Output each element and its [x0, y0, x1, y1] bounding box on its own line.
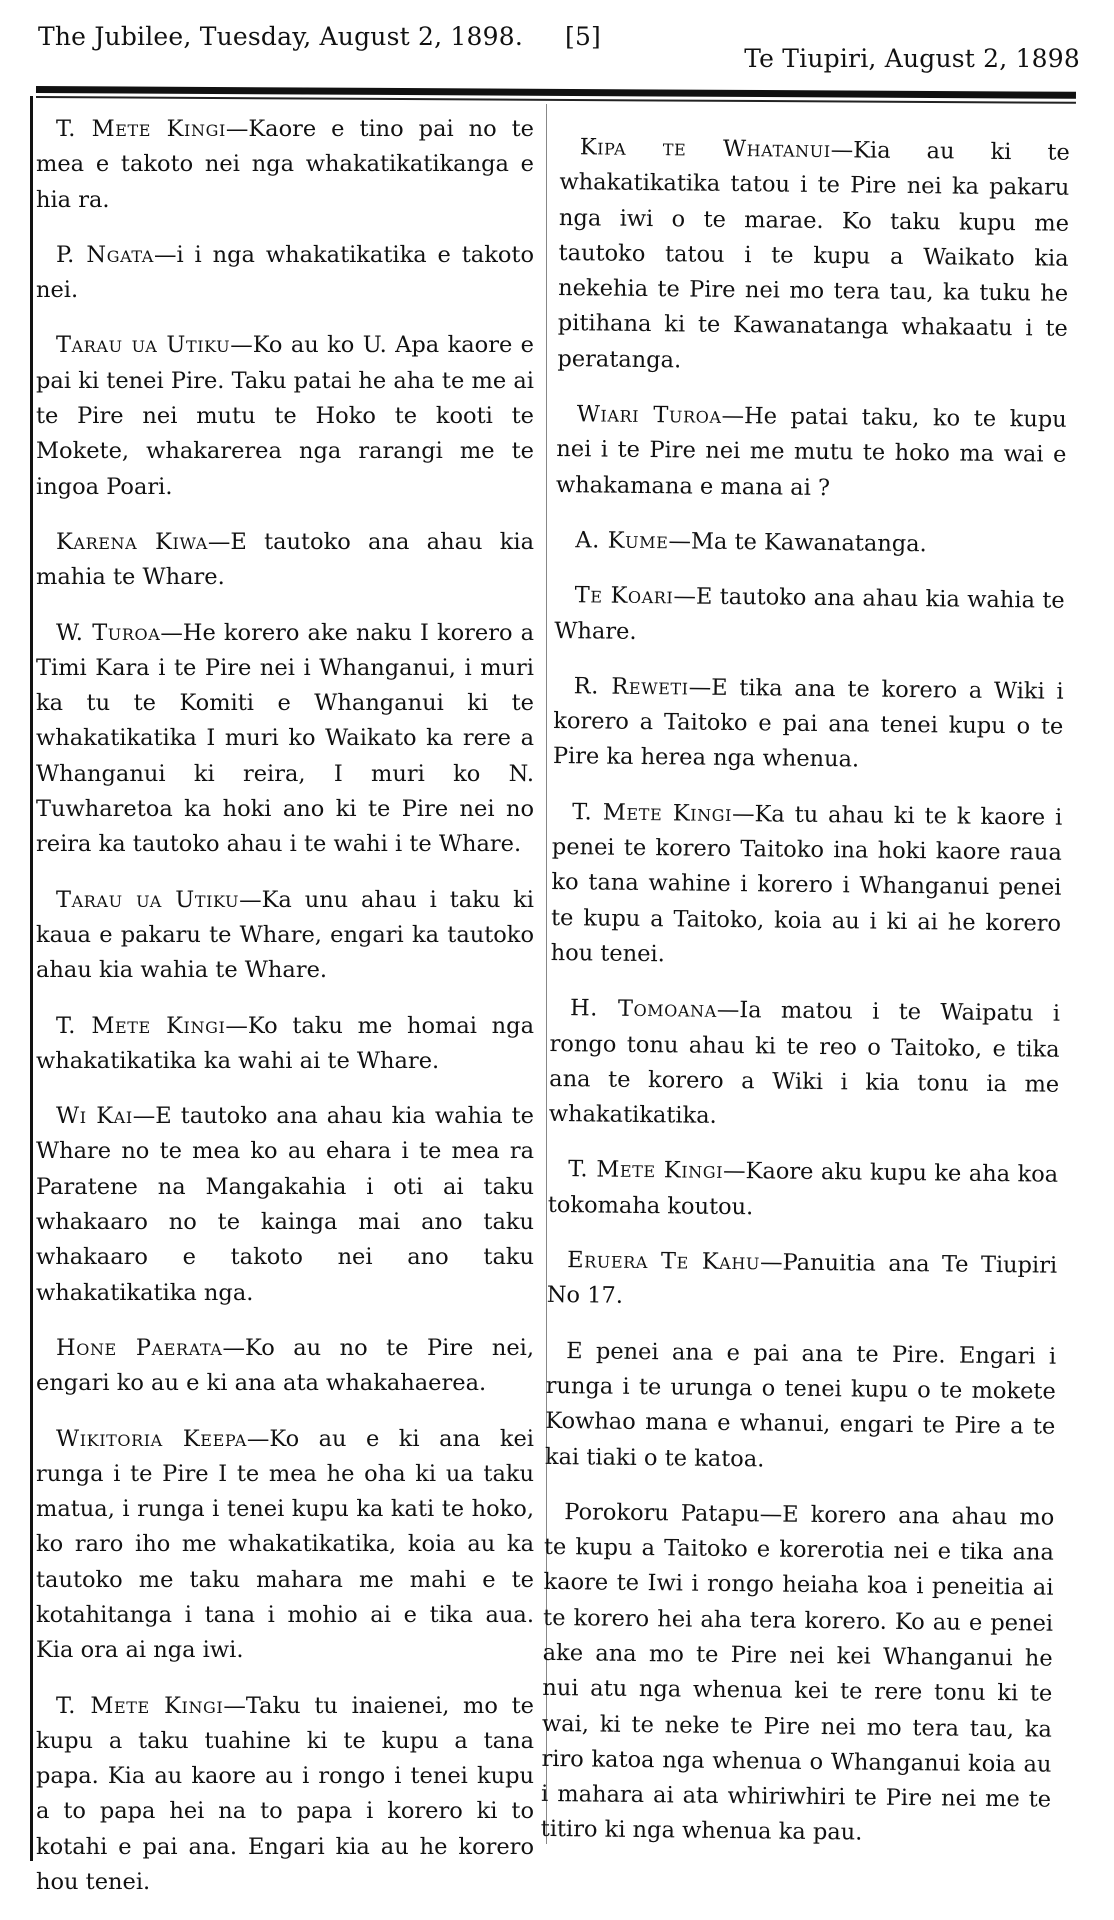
paragraph-text: —Kaore aku kupu ke aha koa tokomaha koutou.	[548, 1158, 1059, 1220]
paragraph-text: —Kaore e tino pai no te mea e takoto nei nga whakatikatikanga e hia ra.	[36, 116, 534, 213]
speaker-name: T. Mete Kingi	[56, 1693, 223, 1719]
paragraph-text: —Ka unu ahau i taku ki kaua e pakaru te Whare, engari ka tautoko ahau kia wahia te Whare.	[36, 887, 534, 984]
paragraph	[547, 1243, 1058, 1319]
paragraph	[541, 1495, 1055, 1854]
paragraph-text: —He patai taku, ko te kupu nei i te Pire nei me mutu te hoko ma wai e whakamana e mana ai ?	[556, 403, 1067, 501]
paragraph-text: —Ko au e ki ana kei runga i te Pire I te mea he oha ki ua taku matua, i runga i tenei kupu ka kati te hoko, ko raro iho me whakatikatika, koia au ka tautoko me taku mahara me mahi e te kotahitanga i tana i mohio ai e tika aua. Kia ora ai nga iwi.	[36, 1426, 534, 1664]
speaker-name: Wikitoria Keepa	[56, 1426, 247, 1452]
paragraph	[36, 1099, 534, 1311]
paragraph	[556, 397, 1067, 509]
paragraph	[36, 1422, 534, 1669]
paragraph	[557, 130, 1070, 383]
paragraph-text: —Ko au no te Pire nei, engari ko au e ki ana ata whakahaerea.	[36, 1335, 534, 1396]
speaker-name: T. Mete Kingi	[56, 116, 226, 142]
paragraph	[555, 523, 1065, 564]
speaker-name: Wi Kai	[56, 1103, 133, 1129]
paragraph	[553, 669, 1064, 781]
speaker-name: T. Mete Kingi	[56, 1013, 225, 1039]
speaker-name: Hone Paerata	[56, 1335, 223, 1361]
paragraph-text: —He korero ake naku I korero a Timi Kara i te Pire nei i Whanganui, i muri ka tu te Komiti e Whanganui ki te whakatikatika I muri ko Waikato ka rere a Whanganui ki reira, I muri ko N. Tuwharetoa ka hoki ano ki te Pire nei no reira ka tautoko ahau i te wahi i te Whare.	[36, 620, 534, 858]
right-column	[540, 130, 1070, 1873]
paragraph-text: —Ma te Kawanatanga.	[668, 528, 927, 557]
paragraph	[36, 1689, 534, 1901]
speaker-name: P. Ngata	[56, 242, 154, 268]
speaker-name: Wiari Turoa	[577, 401, 722, 429]
speaker-name: A. Kume	[575, 527, 668, 554]
paragraph	[36, 238, 534, 309]
paragraph-text: —Ko taku me homai nga whakatikatika ka wahi ai te Whare.	[36, 1013, 534, 1074]
page-number: [5]	[565, 22, 601, 51]
paragraph-text: —E tautoko ana ahau kia wahia te Whare no te mea ko au ehara i te mea ra Paratene na Mangakahia i oti ai taku whakaaro no te kainga mai ano taku whakaaro e takoto nei ano taku whakatikatika nga.	[36, 1103, 534, 1305]
paragraph-text: —i i nga whakatikatika e takoto nei.	[36, 242, 534, 303]
paragraph-text: —Ka tu ahau ki te k kaore i penei te korero Taitoko ina hoki kaore raua ko tana wahine i korero i Whanganui penei te kupu a Taitoko, koia au i ki ai he korero hou tenei.	[551, 801, 1063, 967]
paragraph-text: —Ia matou i te Waipatu i rongo tonu ahau ki te reo o Taitoko, e tika ana te korero a Wiki i kia tonu ia me whakatikatika.	[549, 997, 1060, 1129]
paragraph-text: —Taku tu inaienei, mo te kupu a taku tuahine ki te kupu a tana papa. Kia au kaore au i rongo i tenei kupu a to papa hei na to papa i korero ki to kotahi e pai ana. Engari kia au he korero hou tenei.	[36, 1693, 534, 1895]
speaker-name: Te Koari	[575, 582, 674, 609]
paragraph-text: —E tautoko ana ahau kia mahia te Whare.	[36, 529, 534, 590]
paragraph	[549, 991, 1061, 1138]
speaker-name: T. Mete Kingi	[572, 799, 732, 827]
paragraph	[36, 112, 534, 218]
paragraph	[36, 1331, 534, 1402]
speaker-name: Tarau ua Utiku	[56, 887, 239, 913]
paragraph	[36, 328, 534, 504]
paragraph-text: —E tautoko ana ahau kia wahia te Whare.	[554, 584, 1065, 645]
header-right-title: Te Tiupiri, August 2, 1898	[744, 44, 1080, 73]
paragraph	[548, 1152, 1059, 1228]
paragraph-text: E penei ana e pai ana te Pire. Engari i runga i te urunga o tenei kupu o te mokete Kowhao mana e whanui, engari te Pire a te kai tiaki o te katoa.	[545, 1338, 1056, 1472]
paragraph-text: —Panuitia ana Te Tiupiri No 17.	[547, 1249, 1058, 1309]
paragraph-text: Porokoru Patapu—E korero ana ahau mo te kupu a Taitoko e korerotia nei e tika ana kaore te Iwi i rongo heiaha koa i peneitia ai te korero hei aha tera korero. Ko au e penei ake ana mo te Pire nei kei Whanganui he nui atu nga whenua kei te rere tonu ki te wai, ki te neke te Pire nei mo tera tau, ka riro katoa nga whenua o Whanganui koia au i mahara ai ata whiriwhiri te Pire nei me te titiro ki nga whenua ka pau.	[541, 1499, 1055, 1846]
speaker-name: W. Turoa	[56, 620, 160, 646]
header-left-title: The Jubilee, Tuesday, August 2, 1898.	[38, 22, 523, 51]
speaker-name: H. Tomoana	[570, 995, 717, 1023]
paragraph	[545, 1334, 1057, 1481]
paragraph	[36, 616, 534, 863]
left-column	[36, 112, 534, 1920]
paragraph	[550, 795, 1062, 977]
speaker-name: R. Reweti	[574, 673, 689, 700]
paragraph-text: —Kia au ki te whakatikatika tatou i te Pire nei ka pakaru nga iwi o te marae. Ko taku kupu me tautoko tatou i te kupu a Waikato kia nekehia te Pire nei mo tera tau, ka tuku he pitihana ki te Kawanatanga whakaatu i te peratanga.	[557, 137, 1070, 373]
speaker-name: Kipa te Whatanui	[580, 134, 831, 163]
paragraph	[554, 578, 1065, 654]
speaker-name: Karena Kiwa	[56, 529, 208, 555]
speaker-name: Eruera Te Kahu	[567, 1247, 760, 1275]
paragraph	[36, 883, 534, 989]
speaker-name: Tarau ua Utiku	[56, 332, 230, 358]
speaker-name: T. Mete Kingi	[568, 1157, 723, 1185]
paragraph	[36, 1009, 534, 1080]
paragraph-text: —E tika ana te korero a Wiki i korero a Taitoko e pai ana tenei kupu o te Pire ka herea nga whenua.	[553, 674, 1064, 773]
paragraph-text: —Ko au ko U. Apa kaore e pai ki tenei Pire. Taku patai he aha te me ai te Pire nei mutu te Hoko te kooti te Mokete, whakarerea nga rarangi me te ingoa Poari.	[36, 332, 534, 499]
paragraph	[36, 525, 534, 596]
left-margin-rule	[30, 96, 33, 1861]
